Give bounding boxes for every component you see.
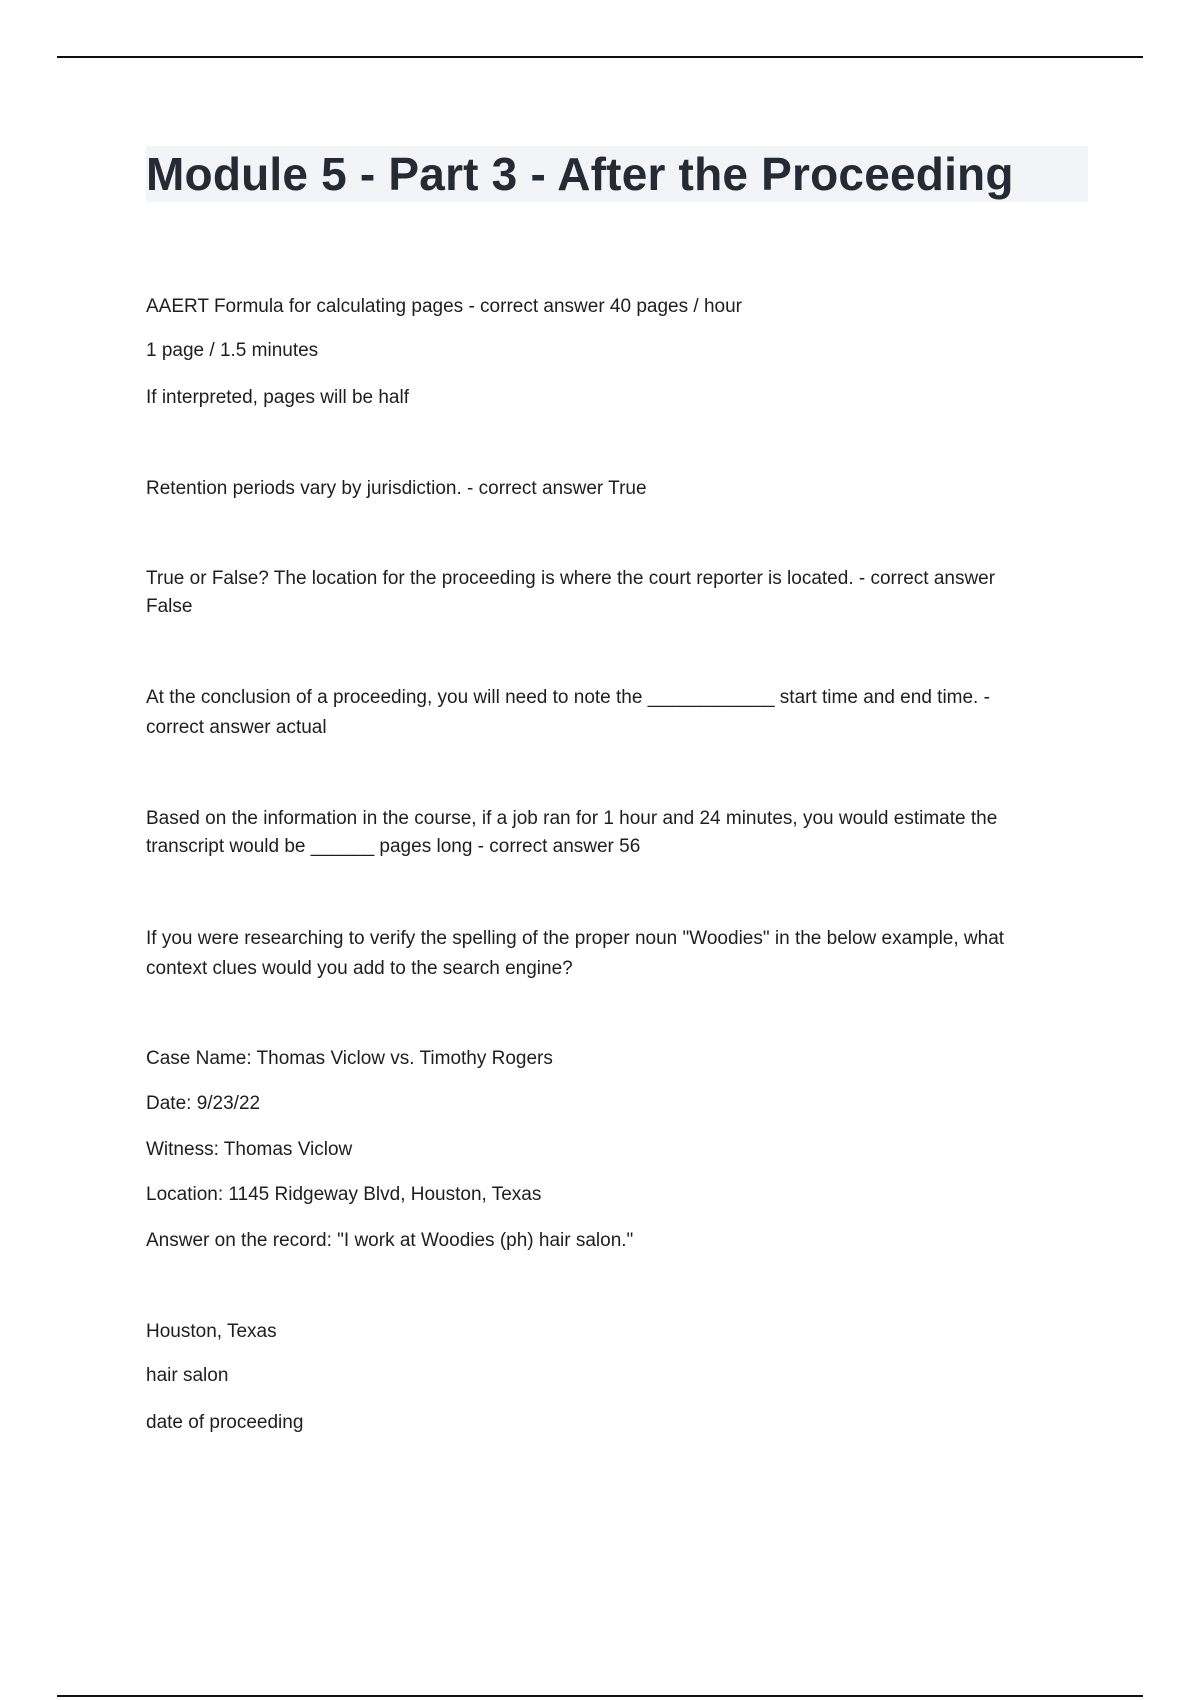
qa-line-1: AAERT Formula for calculating pages - correct answer 40 pages / hour — [146, 296, 742, 317]
qa-line-3: If interpreted, pages will be half — [146, 387, 409, 408]
qa-line-9: Based on the information in the course, if a job ran for 1 hour and 24 minutes, you would estimate the — [146, 808, 998, 829]
clue-houston: Houston, Texas — [146, 1321, 277, 1342]
answer-record-line: Answer on the record: "I work at Woodies (ph) hair salon." — [146, 1230, 634, 1251]
clue-date: date of proceeding — [146, 1412, 304, 1433]
clue-hair-salon: hair salon — [146, 1365, 229, 1386]
qa-line-2: 1 page / 1.5 minutes — [146, 340, 319, 361]
page-title: Module 5 - Part 3 - After the Proceeding — [146, 146, 1088, 202]
qa-line-7: At the conclusion of a proceeding, you will need to note the ____________ start time and end time. - — [146, 687, 990, 708]
witness-line: Witness: Thomas Viclow — [146, 1139, 353, 1160]
qa-line-8: correct answer actual — [146, 717, 327, 738]
qa-line-4: Retention periods vary by jurisdiction. - correct answer True — [146, 478, 647, 499]
qa-line-11: If you were researching to verify the spelling of the proper noun "Woodies" in the below example, what — [146, 928, 1005, 949]
qa-line-10: transcript would be ______ pages long - correct answer 56 — [146, 836, 641, 857]
qa-line-12: context clues would you add to the search engine? — [146, 958, 573, 979]
qa-line-5: True or False? The location for the proceeding is where the court reporter is located. - correct answer — [146, 568, 996, 589]
top-rule — [57, 56, 1143, 58]
case-name-line: Case Name: Thomas Viclow vs. Timothy Rogers — [146, 1048, 553, 1069]
date-line: Date: 9/23/22 — [146, 1093, 261, 1114]
location-line: Location: 1145 Ridgeway Blvd, Houston, Texas — [146, 1184, 542, 1205]
bottom-rule — [57, 1695, 1143, 1697]
qa-line-6: False — [146, 596, 193, 617]
